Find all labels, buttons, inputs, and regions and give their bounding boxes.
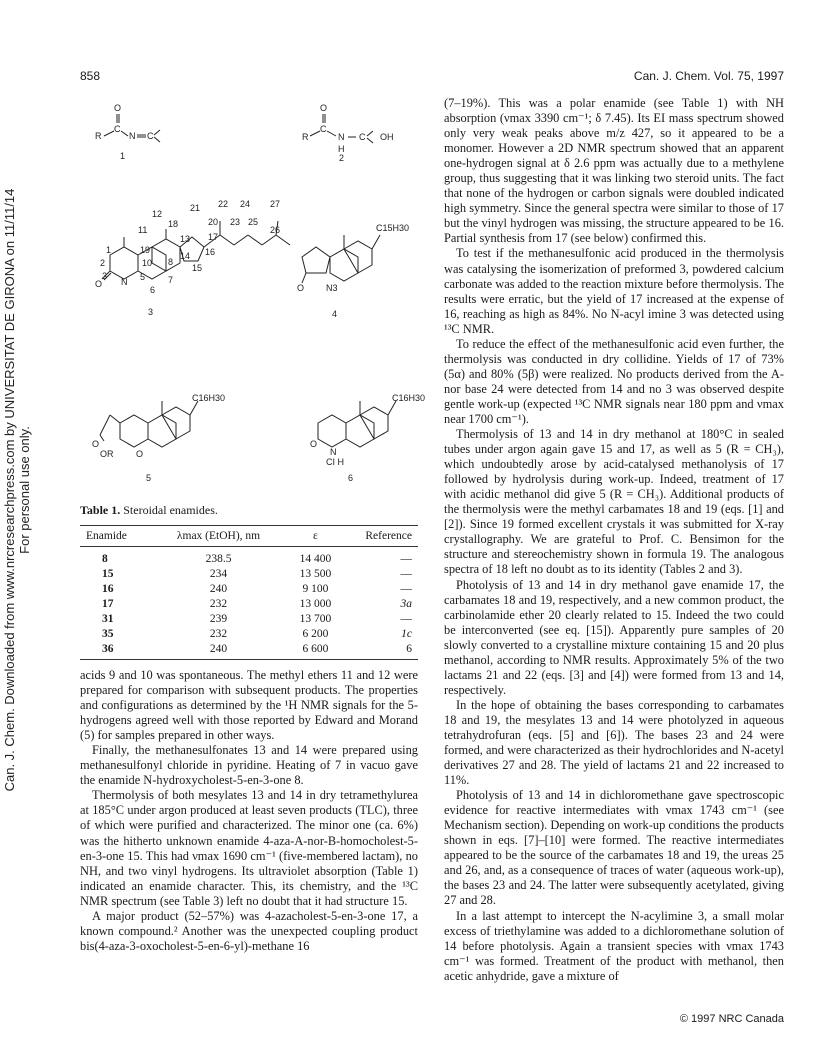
paragraph: (7–19%). This was a polar enamide (see Table 1) with NH absorption (νmax 3390 cm⁻¹; δ 7.45). Its EI mass spectrum showed only very weak peaks above m/z 427, so it appeared to be a monomer. However a 2D NMR spectrum showed that an apparent one-hydrogen signal at δ 2.6 ppm was actually due to a methylene group, thus suggesting that it was linking two steroid units. The fact that none of the hydrogen or carbon signals were doubled indicated high symmetry. Since the general spectra were similar to those of 17 but the vinyl hydrogen was missing, the structure appeared to be 16. Partial synthesis from 17 (see below) confirmed this. bbox=[444, 96, 784, 246]
paragraph: acids 9 and 10 was spontaneous. The methyl ethers 11 and 12 were prepared for comparison with subsequent products. The properties and configurations as determined by the ¹H NMR signals for the 5-hydrogens agreed well with those reported by Edward and Morand (5) for samples prepared in other ways. bbox=[80, 668, 418, 743]
svg-text:6: 6 bbox=[150, 285, 156, 295]
structure-5 bbox=[92, 393, 225, 483]
cell-enamide: 35 bbox=[102, 628, 114, 640]
svg-text:25: 25 bbox=[248, 217, 259, 227]
cell-lambda: 238.5 bbox=[205, 553, 232, 565]
paragraph: In a last attempt to intercept the N-acylimine 3, a small molar excess of triethylamine was added to a dichloromethane solution of 14 before photolysis. Again a transient species with νmax 1743 cm⁻¹ was formed. Treatment of the product with methanol, then acetic anhydride, gave a mixture of bbox=[444, 908, 784, 983]
cell-lambda: 232 bbox=[209, 628, 228, 640]
table-row bbox=[80, 582, 418, 597]
cell-reference: — bbox=[400, 613, 412, 625]
svg-text:O: O bbox=[310, 439, 318, 449]
svg-text:N: N bbox=[330, 447, 337, 457]
paragraph: To test if the methanesulfonic acid produced in the thermolysis was catalysing the isomerization of preformed 3, powdered calcium carbonate was added to the reaction mixture before thermolysis. The results were erratic, but the yield of 17 increased at the expense of 16, reaching as high as 84%. No N-acyl imine 3 was detected using ¹³C NMR. bbox=[444, 246, 784, 336]
cell-reference: — bbox=[400, 553, 412, 565]
cell-epsilon: 13 700 bbox=[299, 613, 332, 625]
cell-epsilon: 14 400 bbox=[299, 553, 332, 565]
download-notice-line2: For personal use only. bbox=[17, 426, 32, 554]
cell-lambda: 239 bbox=[209, 613, 228, 625]
col-header-lambda: λmax (EtOH), nm bbox=[170, 526, 268, 547]
svg-text:7: 7 bbox=[168, 275, 174, 285]
download-notice bbox=[2, 180, 32, 800]
svg-text:C: C bbox=[147, 131, 154, 141]
cell-epsilon: 13 500 bbox=[299, 568, 332, 580]
svg-text:C: C bbox=[320, 124, 327, 134]
cell-enamide: 36 bbox=[80, 642, 170, 660]
cell-lambda: 240 bbox=[209, 583, 228, 595]
table-row bbox=[80, 642, 418, 660]
svg-text:8: 8 bbox=[168, 257, 174, 267]
cell-enamide: 16 bbox=[102, 583, 114, 595]
svg-text:14: 14 bbox=[180, 251, 191, 261]
svg-text:23: 23 bbox=[230, 217, 241, 227]
table-caption bbox=[80, 503, 218, 518]
cell-lambda: 240 bbox=[170, 642, 268, 660]
cell-enamide: 15 bbox=[102, 568, 114, 580]
svg-text:22: 22 bbox=[218, 199, 229, 209]
svg-text:10: 10 bbox=[142, 258, 153, 268]
paragraph: To reduce the effect of the methanesulfonic acid even further, the thermolysis was conducted in dry collidine. Yields of 17 of 73% (5α) and 80% (5β) were realized. No products derived from the A-nor base 24 were detected from 14 and no 3 was observed despite gentle work-up (expected ¹³C NMR signals near 180 ppm and νmax near 1700 cm⁻¹). bbox=[444, 336, 784, 426]
svg-text:N: N bbox=[121, 277, 128, 287]
svg-text:O: O bbox=[320, 103, 328, 113]
s5-o: O bbox=[92, 439, 100, 449]
svg-text:16: 16 bbox=[205, 247, 216, 257]
s5-or: OR bbox=[100, 449, 114, 459]
paragraph: Thermolysis of 13 and 14 in dry methanol at 180°C in sealed tubes under argon again gave 15 and 17, as well as 5 (R = CH₃), which undoubtedly arose by acid-catalysed methanolysis of 17 followed by hydrolysis during work-up. Indeed, treatment of 17 with acidic methanol did give 5 (R = CH₃). Additional products of the thermolysis were the methyl carbamates 18 and 19 (eqs. [1] and [2]). Since 19 formed excellent crystals it was submitted for X-ray crystallography. We are grateful to Prof. C. Bensimon for the structure and stereochemistry shown in formula 19. The analogous spectra of 18 left no doubt as to its identity (Tables 2 and 3). bbox=[444, 427, 784, 577]
svg-text:C: C bbox=[359, 132, 366, 142]
label-4: 4 bbox=[332, 309, 338, 319]
structure-2 bbox=[302, 103, 394, 163]
table-row bbox=[80, 597, 418, 612]
page-number: 858 bbox=[80, 69, 101, 83]
s6-ch: CI H bbox=[326, 457, 344, 467]
svg-text:26: 26 bbox=[270, 225, 281, 235]
s2-r: R bbox=[302, 132, 309, 142]
enamide-table bbox=[80, 525, 418, 660]
table-caption-label: Table 1. bbox=[80, 503, 121, 517]
s4-n3: N3 bbox=[326, 283, 338, 293]
svg-text:C: C bbox=[114, 124, 121, 134]
table-row bbox=[80, 567, 418, 582]
svg-text:5: 5 bbox=[140, 272, 146, 282]
journal-header: Can. J. Chem. Vol. 75, 1997 bbox=[633, 69, 784, 83]
table-caption-text: Steroidal enamides. bbox=[123, 503, 218, 517]
cell-reference: 3a bbox=[400, 598, 412, 610]
structure-4 bbox=[297, 223, 409, 319]
svg-text:O: O bbox=[114, 103, 122, 113]
cell-enamide: 31 bbox=[102, 613, 114, 625]
cell-epsilon: 6 200 bbox=[302, 628, 329, 640]
s2-n: N bbox=[338, 132, 345, 142]
paragraph: Photolysis of 13 and 14 in dichloromethane gave spectroscopic evidence for reactive intermediates with νmax 1743 cm⁻¹ (see Mechanism section). Depending on work-up conditions the products shown in eqs. [7]–[10] were formed. The reactive intermediates appeared to be the source of the carbamates 18 and 19, the ureas 25 and 26, and, as a consequence of traces of water (aqueous work-up), the bases 23 and 24. The latter were subsequently acetylated, giving 27 and 28. bbox=[444, 788, 784, 908]
cell-epsilon: 6 600 bbox=[267, 642, 363, 660]
col-header-enamide: Enamide bbox=[80, 526, 170, 547]
label-2: 2 bbox=[339, 153, 345, 163]
cell-epsilon: 9 100 bbox=[302, 583, 329, 595]
svg-text:O: O bbox=[95, 279, 103, 289]
structures-svg bbox=[80, 95, 435, 505]
table-row bbox=[80, 547, 418, 568]
cell-reference: 6 bbox=[363, 642, 418, 660]
download-notice-text bbox=[2, 189, 32, 792]
structure-6 bbox=[310, 393, 425, 483]
svg-text:17: 17 bbox=[208, 232, 219, 242]
svg-text:19: 19 bbox=[140, 245, 151, 255]
svg-text:O: O bbox=[297, 283, 305, 293]
cell-lambda: 232 bbox=[209, 598, 228, 610]
s6-sub: C16H30 bbox=[392, 393, 426, 403]
structure-1 bbox=[95, 103, 160, 161]
table-header-row bbox=[80, 526, 418, 547]
s2-oh: OH bbox=[380, 132, 394, 142]
label-6: 6 bbox=[348, 473, 354, 483]
chemical-structures bbox=[80, 95, 435, 505]
label-5: 5 bbox=[146, 473, 152, 483]
paragraph: Thermolysis of both mesylates 13 and 14 in dry tetramethylurea at 185°C under argon produced at least seven products (TLC), three of which were purified and characterized. The minor one (ca. 6%) was the hitherto unknown enamide 4-aza-A-nor-B-homocholest-5-en-3-one 15. This had νmax 1690 cm⁻¹ (five-membered lactam), no NH, and two vinyl hydrogens. Its ultraviolet absorption (Table 1) indicated an enamide character. This, its chemistry, and the ¹³C NMR spectrum (see Table 3) left no doubt that it had structure 15. bbox=[80, 788, 418, 908]
left-column-text bbox=[80, 668, 418, 954]
col-header-reference: Reference bbox=[363, 526, 418, 547]
cell-lambda: 234 bbox=[209, 568, 228, 580]
copyright-footer: © 1997 NRC Canada bbox=[679, 1013, 784, 1025]
svg-text:24: 24 bbox=[240, 199, 251, 209]
s1-r: R bbox=[95, 131, 102, 141]
label-3: 3 bbox=[148, 307, 154, 317]
svg-text:13: 13 bbox=[180, 234, 191, 244]
label-1: 1 bbox=[120, 151, 126, 161]
paragraph: In the hope of obtaining the bases corresponding to carbamates 18 and 19, the mesylates 13 and 14 were photolyzed in aqueous tetrahydrofuran (eqs. [5] and [6]). The bases 23 and 24 were formed, and were characterized as their hydrochlorides and N-acetyl derivatives 27 and 28. The yield of lactams 21 and 22 increased to 11%. bbox=[444, 697, 784, 788]
svg-text:21: 21 bbox=[190, 203, 201, 213]
cell-reference: — bbox=[400, 568, 412, 580]
cell-enamide: 17 bbox=[102, 598, 114, 610]
right-column-text bbox=[444, 96, 784, 984]
table-row bbox=[80, 612, 418, 627]
s5-sub: C16H30 bbox=[192, 393, 226, 403]
paragraph: A major product (52–57%) was 4-azacholest-5-en-3-one 17, a known compound.² Another was the unexpected coupling product bis(4-aza-3-oxocholest-5-en-6-yl)-methane 16 bbox=[80, 908, 418, 953]
svg-text:O: O bbox=[136, 449, 144, 459]
svg-text:1: 1 bbox=[106, 245, 112, 255]
svg-text:27: 27 bbox=[270, 199, 281, 209]
svg-text:11: 11 bbox=[138, 225, 148, 235]
table-row bbox=[80, 627, 418, 642]
cell-reference: — bbox=[400, 583, 412, 595]
svg-text:2: 2 bbox=[100, 258, 106, 268]
svg-text:18: 18 bbox=[168, 219, 179, 229]
download-notice-line1: Can. J. Chem. Downloaded from www.nrcresearchpress.com by UNIVERSITAT DE GIRONA on 11/11/14 bbox=[2, 188, 17, 792]
svg-text:12: 12 bbox=[152, 209, 163, 219]
cell-enamide: 8 bbox=[102, 553, 108, 565]
paragraph: Finally, the methanesulfonates 13 and 14 were prepared using methanesulfonyl chloride in pyridine. Heating of 7 in vacuo gave the enamide N-hydroxycholest-5-en-3-one 8. bbox=[80, 743, 418, 788]
s2-h: H bbox=[338, 144, 345, 154]
cell-reference: 1c bbox=[401, 628, 412, 640]
svg-text:20: 20 bbox=[208, 217, 219, 227]
cell-epsilon: 13 000 bbox=[299, 598, 332, 610]
svg-text:3: 3 bbox=[102, 271, 108, 281]
structure-3 bbox=[95, 199, 290, 317]
s4-sub: C15H30 bbox=[376, 223, 410, 233]
paragraph: Photolysis of 13 and 14 in dry methanol gave enamide 17, the carbamates 18 and 19, respectively, and a new common product, the carbinolamide ether 20 clearly related to 15. Indeed the two could be interconverted (see eq. [15]). Apparently pure samples of 20 slowly converted to a crystalline mixture containing 15 and 20 plus methanol, according to NMR results. Approximately 5% of the two lactams 21 and 22 (eqs. [3] and [4]) were formed from 13 and 14, respectively. bbox=[444, 577, 784, 697]
svg-text:15: 15 bbox=[192, 263, 203, 273]
col-header-epsilon: ε bbox=[267, 526, 363, 547]
svg-text:N: N bbox=[129, 131, 136, 141]
